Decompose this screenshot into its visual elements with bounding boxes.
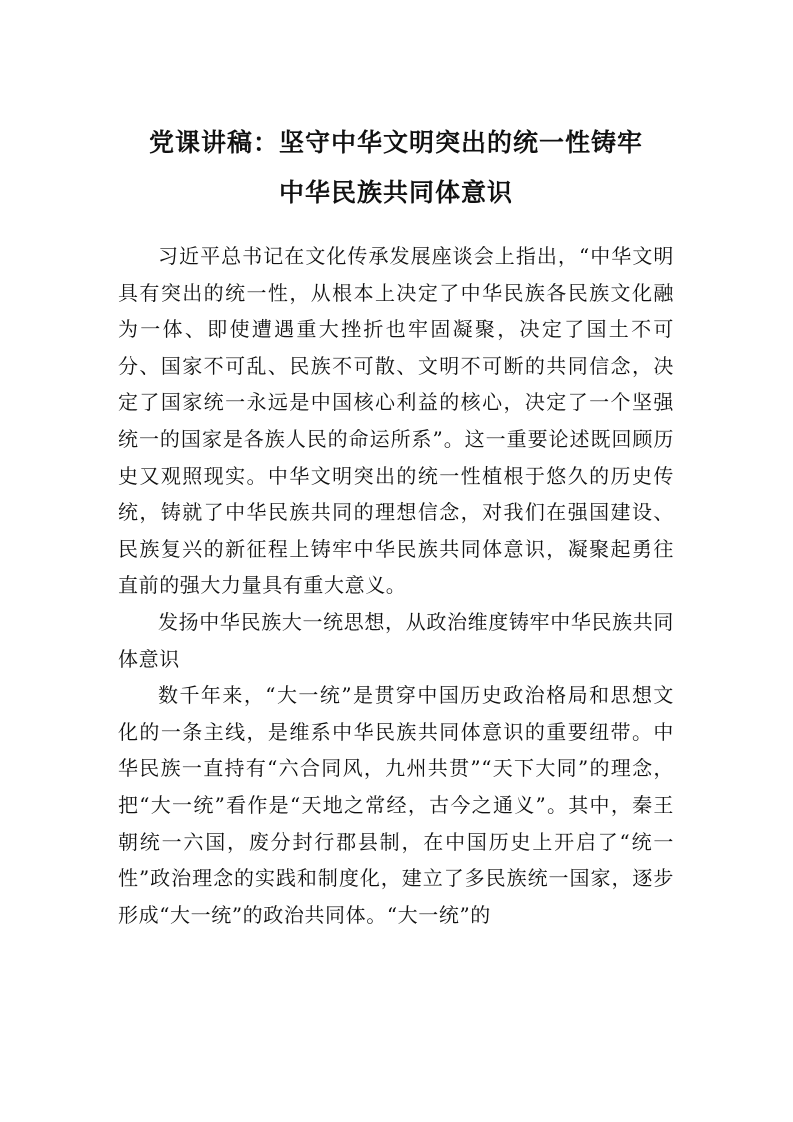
document-title: [118, 118, 674, 218]
title-line-1: 党课讲稿：坚守中华文明突出的统一性铸牢: [148, 128, 643, 157]
paragraph-intro: 习近平总书记在文化传承发展座谈会上指出，“中华文明具有突出的统一性，从根本上决定了中华民族各民族文化融为一体、即使遭遇重大挫折也牢固凝聚，决定了国土不可分、国家不可乱、民族不可散、文明不可断的共同信念，决定了国家统一永远是中国核心利益的核心，决定了一个坚强统一的国家是各族人民的命运所系”。这一重要论述既回顾历史又观照现实。中华文明突出的统一性植根于悠久的历史传统，铸就了中华民族共同的理想信念，对我们在强国建设、民族复兴的新征程上铸牢中华民族共同体意识，凝聚起勇往直前的强大力量具有重大意义。: [118, 244, 674, 598]
title-line-2: 中华民族共同体意识: [278, 178, 513, 207]
section-heading: 发扬中华民族大一统思想，从政治维度铸牢中华民族共同体意识: [118, 609, 674, 671]
document-page: [118, 118, 674, 933]
paragraph-body: 数千年来，“大一统”是贯穿中国历史政治格局和思想文化的一条主线，是维系中华民族共同体意识的重要纽带。中华民族一直持有“六合同风，九州共贯”“天下大同”的理念，把“大一统”看作是“天地之常经，古今之通义”。其中，秦王朝统一六国，废分封行郡县制，在中国历史上开启了“统一性”政治理念的实践和制度化，建立了多民族统一国家，逐步形成“大一统”的政治共同体。“大一统”的: [118, 683, 674, 927]
